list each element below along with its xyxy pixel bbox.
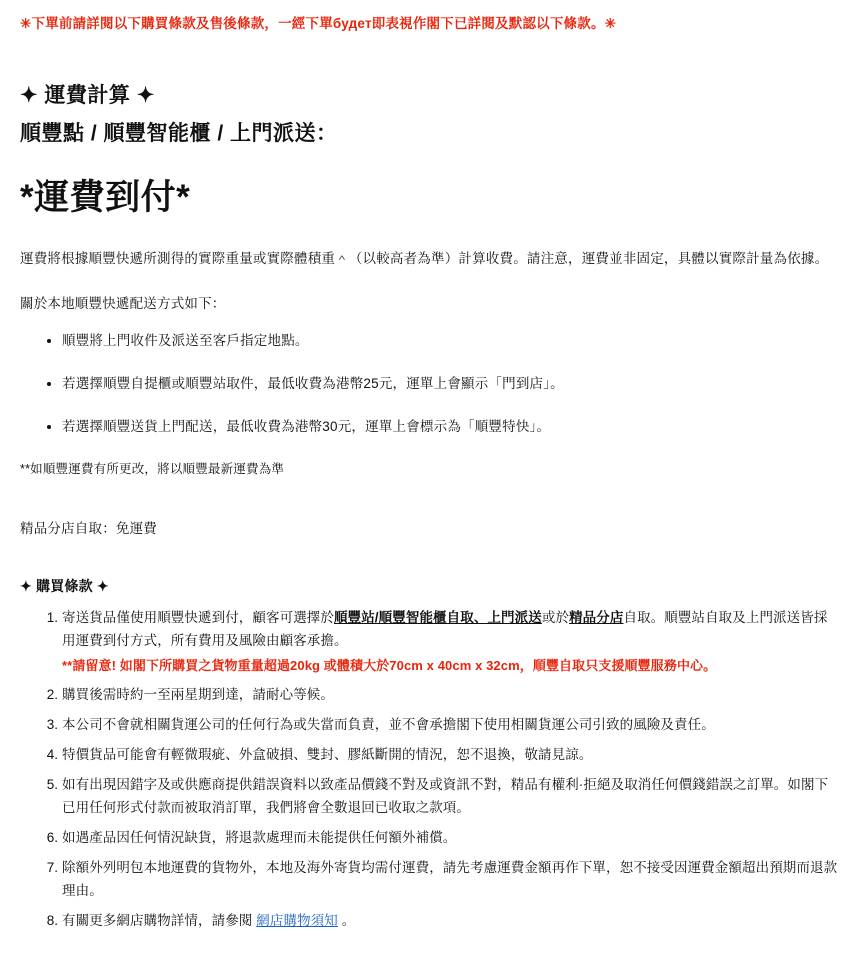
- term-text: 如有出現因錯字及或供應商提供錯誤資料以致產品價錢不對及或資訊不對，精品有權利·拒絕及取消任何價錢錯誤之訂單。如閣下已用任何形式付款而被取消訂單，我們將會全數退回已收取之款項。: [62, 777, 829, 816]
- term-text: 。: [337, 912, 356, 928]
- list-item: [62, 714, 841, 737]
- shop-guide-link[interactable]: 網店購物須知: [256, 912, 338, 928]
- term-text: 精品分店: [569, 610, 624, 626]
- list-item: • 順豐將上門收件及派送至客戶指定地點。: [62, 330, 841, 353]
- terms-heading: ✦ 購買條款 ✦: [20, 578, 109, 594]
- list-item: [62, 684, 841, 707]
- term-text: 或於: [541, 610, 570, 626]
- list-item: • 若選擇順豐送貨上門配送，最低收費為港幣30元，運單上會標示為「順豐特快」。: [62, 416, 841, 439]
- term-text: 寄送貨品僅使用順豐快遞到付，顧客可選擇於: [62, 610, 334, 626]
- list-item: [62, 774, 841, 820]
- freight-due-label: *運費到付*: [20, 178, 191, 218]
- shipping-change-note: **如順豐運費有所更改，將以順豐最新運費為準: [20, 461, 285, 476]
- list-item: [62, 744, 841, 767]
- list-item: [62, 857, 841, 903]
- term-text: 自取。順豐站自取及上門派送皆採用運費到付方式，所有費用及風險由顧客承擔。: [62, 610, 828, 649]
- list-item: [62, 827, 841, 850]
- local-delivery-intro: 關於本地順豐快遞配送方式如下：: [20, 296, 226, 312]
- branch-pickup-note: 精品分店自取：免運費: [20, 521, 157, 537]
- term-text: 順豐站/順豐智能櫃自取、上門派送: [334, 610, 542, 626]
- list-item: • 若選擇順豐自提櫃或順豐站取件，最低收費為港幣25元，運單上會顯示「門到店」。: [62, 373, 841, 396]
- shipping-heading: ✦ 運費計算 ✦: [20, 84, 155, 108]
- term-text: 有關更多網店購物詳情，請參閱: [62, 912, 257, 928]
- term-text: 除額外列明包本地運費的貨物外，本地及海外寄貨均需付運費，請先考慮運費金額再作下單，恕不接受因運費金額超出預期而退款理由。: [62, 859, 838, 898]
- term-text: 本公司不會就相關貨運公司的任何行為或失當而負責，並不會承擔閣下使用相關貨運公司引致的風險及責任。: [62, 717, 715, 733]
- shipping-bullet-list: [20, 330, 841, 439]
- shipping-methods-line: 順豐點 / 順豐智能櫃 / 上門派送：: [20, 121, 338, 145]
- list-item: [62, 910, 841, 933]
- term-text: 如遇產品因任何情況缺貨，將退款處理而未能提供任何額外補償。: [62, 830, 457, 846]
- shipping-intro-text: 運費將根據順豐快遞所測得的實際重量或實際體積重＾（以較高者為準）計算收費。請注意，運費並非固定，具體以實際計量為依據。: [20, 250, 829, 266]
- term-text: 購買後需時約一至兩星期到達，請耐心等候。: [62, 687, 334, 703]
- term-warning: **請留意! 如閣下所購買之貨物重量超過20kg 或體積大於70cm x 40cm x 32cm，順豐自取只支援順豐服務中心。: [62, 658, 717, 674]
- spacer: [20, 34, 841, 80]
- list-item: [62, 607, 841, 677]
- terms-list: [20, 607, 841, 932]
- term-text: 特價貨品可能會有輕微瑕疵、外盒破損、雙封、膠紙斷開的情況，恕不退換，敬請見諒。: [62, 747, 593, 763]
- top-notice: ✳下單前請詳閱以下購買條款及售後條款，一經下單будет即表視作閣下已詳閱及默認以下條款。✳: [20, 16, 617, 31]
